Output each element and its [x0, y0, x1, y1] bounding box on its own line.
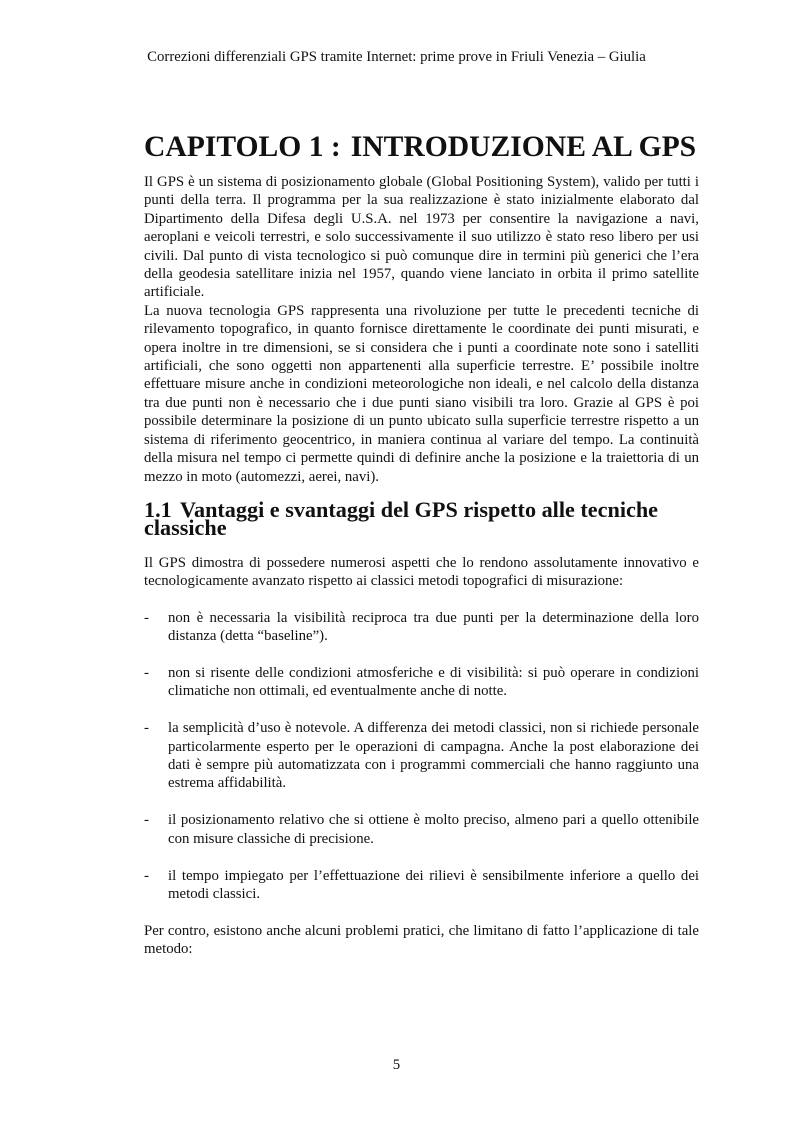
bullet-marker: - — [144, 664, 149, 681]
list-item-text: il posizionamento relativo che si ottiene è molto preciso, almeno pari a quello ottenibile con misure classiche di precisione. — [168, 812, 699, 847]
intro-paragraph-1: Il GPS è un sistema di posizionamento globale (Global Positioning System), valido per tutti i punti della terra. Il programma per la sua realizzazione è stato inizialmente elaborato dal Dipartimento della Difesa degli U.S.A. nel 1973 per consentire la navigazione a navi, aeroplani e veicoli terrestri, e solo successivamente il suo utilizzo è stato reso libero per usi civili. Dal punto di vista tecnologico si può comunque dire in termini più generici che l’era della geodesia satellitare inizia nel 1957, quando viene lanciato in orbita il primo satellite artificiale. — [144, 174, 699, 301]
list-item-text: non si risente delle condizioni atmosferiche e di visibilità: si può operare in condizioni climatiche non ottimali, ed eventualmente anche di notte. — [168, 664, 699, 700]
list-item — [144, 867, 699, 904]
closing-paragraph: Per contro, esistono anche alcuni problemi pratici, che limitano di fatto l’applicazione di tale metodo: — [144, 922, 699, 958]
running-header: Correzioni differenziali GPS tramite Internet: prime prove in Friuli Venezia – Giulia — [147, 49, 646, 65]
chapter-label: CAPITOLO 1 : — [144, 131, 341, 163]
bullet-marker: - — [144, 609, 149, 626]
page-content — [144, 131, 699, 959]
section-intro-paragraph: Il GPS dimostra di possedere numerosi aspetti che lo rendono assolutamente innovativo e tecnologicamente avanzato rispetto ai classici metodi topografici di misurazione: — [144, 554, 699, 590]
bullet-marker: - — [144, 812, 149, 829]
list-item-text: non è necessaria la visibilità reciproca tra due punti per la determinazione della loro distanza (detta “baseline”). — [168, 609, 699, 644]
bullet-marker: - — [144, 720, 149, 737]
bullet-marker: - — [144, 867, 149, 884]
list-item — [144, 811, 699, 848]
list-item-text: il tempo impiegato per l’effettuazione dei rilievi è sensibilmente inferiore a quello dei metodi classici. — [168, 867, 699, 902]
list-item — [144, 719, 699, 793]
section-number: 1.1 — [144, 496, 172, 522]
section-heading — [144, 496, 699, 541]
advantages-list — [144, 609, 699, 904]
intro-paragraph-2: La nuova tecnologia GPS rappresenta una rivoluzione per tutte le precedenti tecniche di rilevamento topografico, in quanto fornisce direttamente le coordinate dei punti misurati, e opera inoltre in tre dimensioni, se si considera che i punti a coordinate note sono i satelliti artificiali, che sono oggetti non appartenenti alla superficie terrestre. E’ possibile inoltre effettuare misure anche in condizioni meteorologiche non ideali, e nel calcolo della distanza tra due punti non è necessario che i due punti siano visibili tra loro. Grazie al GPS è poi possibile determinare la posizione di un punto ubicato sulla superficie terrestre rispetto a un sistema di riferimento geocentrico, in maniera continua al variare del tempo. La continuità della misura nel tempo ci permette quindi di definire anche la posizione e la traiettoria di un mezzo in moto (automezzi, aerei, navi). — [144, 302, 699, 485]
list-item-text: la semplicità d’uso è notevole. A differenza dei metodi classici, non si richiede personale particolarmente esperto per le operazioni di campagna. Anche la post elaborazione dei dati è sempre più automatizzata con i programmi commerciali che hanno raggiunto una estrema affidabilità. — [168, 720, 699, 792]
list-item — [144, 609, 699, 646]
section-title: Vantaggi e svantaggi del GPS rispetto alle tecniche classiche — [144, 496, 659, 541]
list-item — [144, 664, 699, 701]
chapter-heading — [144, 131, 699, 163]
page-number: 5 — [392, 1057, 401, 1073]
chapter-title: INTRODUZIONE AL GPS — [350, 131, 697, 163]
